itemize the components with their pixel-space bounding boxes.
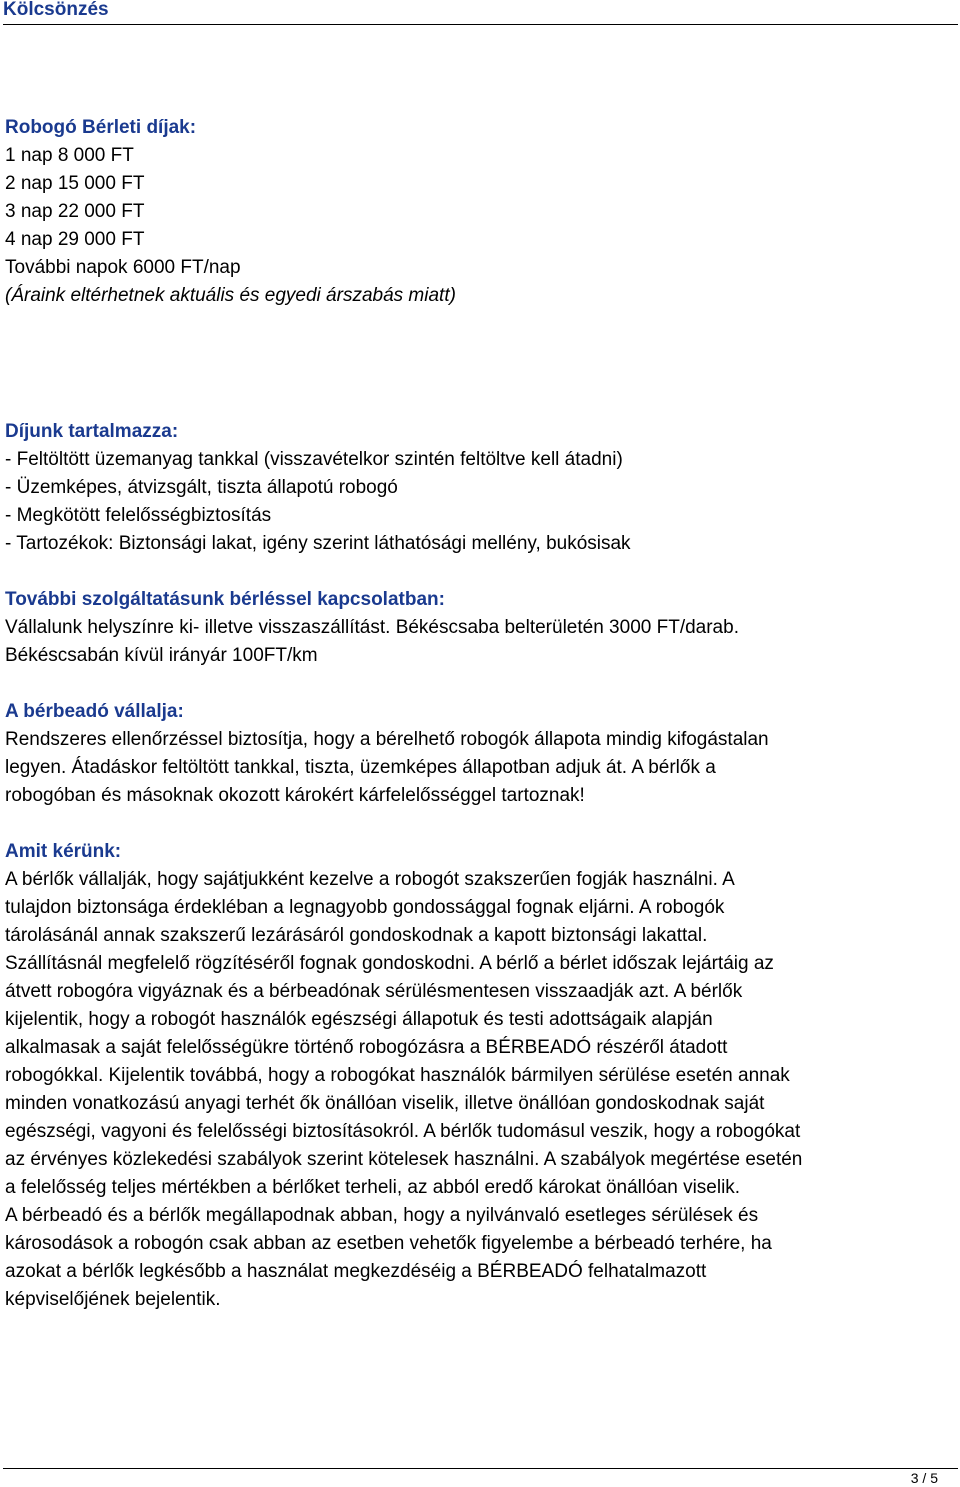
requests-line-9: minden vonatkozású anyagi terhét ők önállóan viselik, illetve önállóan gondoskodnak saját	[5, 1093, 765, 1114]
includes-line-4: - Tartozékok: Biztonsági lakat, igény szerint láthatósági mellény, bukósisak	[5, 533, 631, 554]
includes-section	[5, 418, 955, 558]
landlord-line-1: Rendszeres ellenőrzéssel biztosítja, hogy a bérelhető robogók állapota mindig kifogástalan	[5, 729, 769, 750]
header-divider	[3, 24, 958, 25]
landlord-section	[5, 698, 955, 810]
requests-line-15: azokat a bérlők legkésőbb a használat megkezdéséig a BÉRBEADÓ felhatalmazott	[5, 1261, 707, 1282]
requests-line-12: a felelősség teljes mértékben a bérlőket terheli, az abból eredő károkat önállóan viselik.	[5, 1177, 741, 1198]
includes-line-3: - Megkötött felelősségbiztosítás	[5, 505, 272, 526]
requests-section	[5, 838, 955, 1314]
services-line-1: Vállalunk helyszínre ki- illetve visszaszállítást. Békéscsaba belterületén 3000 FT/darab.	[5, 617, 739, 638]
requests-line-7: alkalmasak a saját felelősségükre történő robogózásra a BÉRBEADÓ részéről átadott	[5, 1037, 728, 1058]
includes-line-2: - Üzemképes, átvizsgált, tiszta állapotú robogó	[5, 477, 398, 498]
price-line-2: 2 nap 15 000 FT	[5, 173, 145, 194]
spacer	[5, 810, 955, 838]
spacer	[5, 558, 955, 586]
requests-line-8: robogókkal. Kijelentik továbbá, hogy a robogókat használók bármilyen sérülése esetén annak	[5, 1065, 790, 1086]
price-line-4: 4 nap 29 000 FT	[5, 229, 145, 250]
services-line-2: Békéscsabán kívül irányár 100FT/km	[5, 645, 318, 666]
requests-line-13: A bérbeadó és a bérlők megállapodnak abban, hogy a nyilvánvaló esetleges sérülések és	[5, 1205, 759, 1226]
includes-line-1: - Feltöltött üzemanyag tankkal (visszavételkor szintén feltöltve kell átadni)	[5, 449, 623, 470]
landlord-heading: A bérbeadó vállalja:	[5, 701, 184, 722]
requests-line-6: kijelentik, hogy a robogót használók egészségi állapotuk és testi adottságaik alapján	[5, 1009, 713, 1030]
document-body	[5, 114, 955, 1314]
requests-line-10: egészségi, vagyoni és felelősségi biztosításokról. A bérlők tudomásul veszik, hogy a robogókat	[5, 1121, 801, 1142]
page-header-title: Kölcsönzés	[3, 0, 109, 20]
price-line-3: 3 nap 22 000 FT	[5, 201, 145, 222]
requests-line-3: tárolásánál annak szakszerű lezárásáról gondoskodnak a kapott biztonsági lakattal.	[5, 925, 708, 946]
landlord-line-3: robogóban és másoknak okozott károkért kárfelelősséggel tartoznak!	[5, 785, 585, 806]
requests-heading: Amit kérünk:	[5, 841, 122, 862]
requests-line-11: az érvényes közlekedési szabályok szerint kötelesek használni. A szabályok megértése esetén	[5, 1149, 803, 1170]
prices-heading: Robogó Bérleti díjak:	[5, 117, 197, 138]
requests-line-2: tulajdon biztonsága érdekléban a legnagyobb gondossággal fognak eljárni. A robogók	[5, 897, 725, 918]
spacer	[5, 670, 955, 698]
requests-line-1: A bérlők vállalják, hogy sajátjukként kezelve a robogót szakszerűen fogják használni. A	[5, 869, 735, 890]
page-number: 3 / 5	[910, 1470, 938, 1486]
requests-line-16: képviselőjének bejelentik.	[5, 1289, 221, 1310]
services-section	[5, 586, 955, 670]
includes-heading: Díjunk tartalmazza:	[5, 421, 179, 442]
footer-divider	[3, 1468, 958, 1469]
price-line-1: 1 nap 8 000 FT	[5, 145, 134, 166]
services-heading: További szolgáltatásunk bérléssel kapcsolatban:	[5, 589, 445, 610]
price-note: (Áraink eltérhetnek aktuális és egyedi árszabás miatt)	[5, 285, 456, 306]
requests-line-4: Szállításnál megfelelő rögzítéséről fognak gondoskodni. A bérlő a bérlet időszak lejártáig az	[5, 953, 774, 974]
landlord-line-2: legyen. Átadáskor feltöltött tankkal, tiszta, üzemképes állapotban adjuk át. A bérlők a	[5, 757, 716, 778]
requests-line-14: károsodások a robogón csak abban az esetben vehetők figyelembe a bérbeadó terhére, ha	[5, 1233, 772, 1254]
price-line-5: További napok 6000 FT/nap	[5, 257, 241, 278]
prices-section	[5, 114, 955, 310]
requests-line-5: átvett robogóra vigyáznak és a bérbeadónak sérülésmentesen visszaadják azt. A bérlők	[5, 981, 743, 1002]
spacer	[5, 310, 955, 418]
